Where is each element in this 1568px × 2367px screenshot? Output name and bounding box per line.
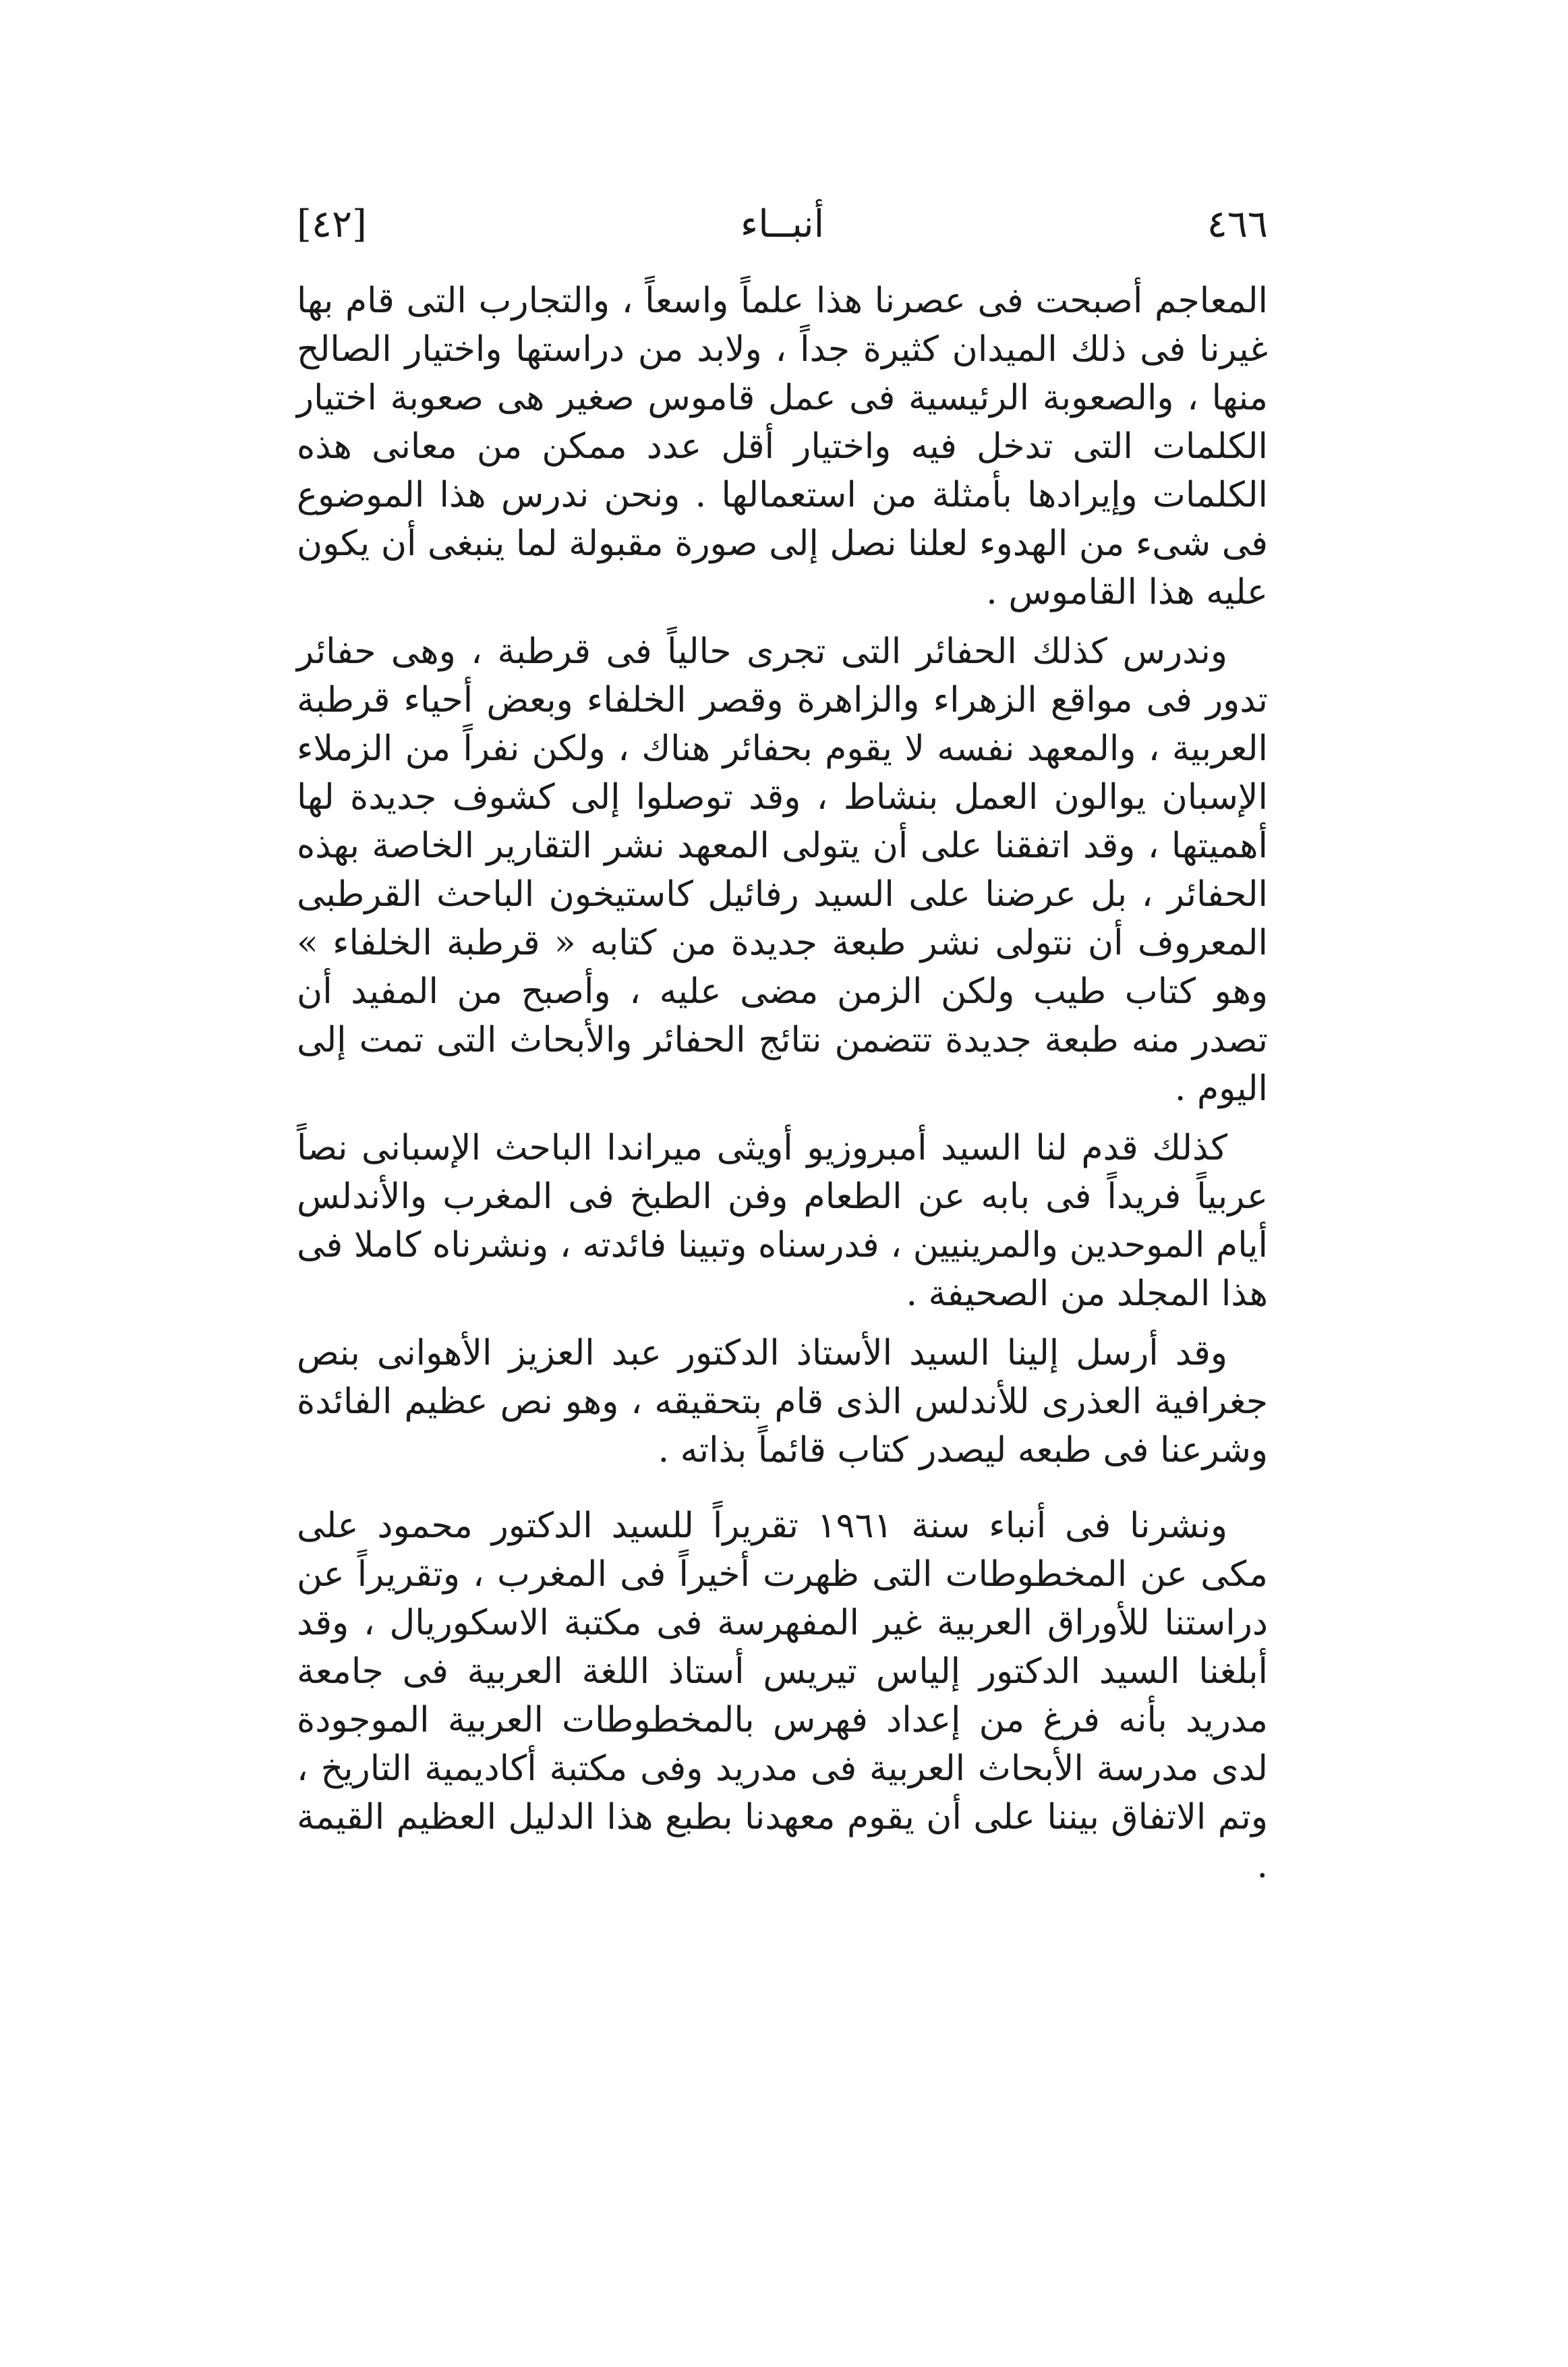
section-title: أنبــاء	[740, 202, 825, 246]
part-number: [٤٢]	[297, 202, 367, 246]
running-header	[297, 202, 1268, 263]
body-text	[297, 277, 1268, 1901]
paragraph-manuscripts-report: ونشرنا فى أنباء سنة ١٩٦١ تقريراً للسيد الدكتور محمود على مكى عن المخطوطات التى ظهرت أخيراً فى المغرب ، وتقريراً عن دراستنا للأوراق العربية غير المفهرسة فى مكتبة الاسكوريال ، وقد أبلغنا السيد الدكتور إلياس تيريس أستاذ اللغة العربية فى جامعة مدريد بأنه فرغ من إعداد فهرس بالمخطوطات العربية الموجودة لدى مدرسة الأبحاث العربية فى مدريد وفى مكتبة أكاديمية التاريخ ، وتم الاتفاق بيننا على أن يقوم معهدنا بطبع هذا الدليل العظيم القيمة .	[297, 1506, 1268, 1886]
page-number: ٤٦٦	[1207, 202, 1268, 246]
paragraph-dictionaries: المعاجم أصبحت فى عصرنا هذا علماً واسعاً ، والتجارب التى قام بها غيرنا فى ذلك الميدان كثيرة جداً ، ولابد من دراستها واختيار الصالح منها ، والصعوبة الرئيسية فى عمل قاموس صغير هى صعوبة اختيار الكلمات التى تدخل فيه واختيار أقل عدد ممكن من معانى هذه الكلمات وإيرادها بأمثلة من استعمالها . ونحن ندرس هذا الموضوع فى شىء من الهدوء لعلنا نصل إلى صورة مقبولة لما ينبغى أن يكون عليه هذا القاموس .	[297, 281, 1268, 612]
paragraph-cordoba-excavations: وندرس كذلك الحفائر التى تجرى حالياً فى قرطبة ، وهى حفائر تدور فى مواقع الزهراء والزاهرة وقصر الخلفاء وبعض أحياء قرطبة العربية ، والمعهد نفسه لا يقوم بحفائر هناك ، ولكن نفراً من الزملاء الإسبان يوالون العمل بنشاط ، وقد توصلوا إلى كشوف جديدة لها أهميتها ، وقد اتفقنا على أن يتولى المعهد نشر التقارير الخاصة بهذه الحفائر ، بل عرضنا على السيد رفائيل كاستيخون الباحث القرطبى المعروف أن نتولى نشر طبعة جديدة من كتابه « قرطبة الخلفاء » وهو كتاب طيب ولكن الزمن مضى عليه ، وأصبح من المفيد أن تصدر منه طبعة جديدة تتضمن نتائج الحفائر والأبحاث التى تمت إلى اليوم .	[297, 631, 1268, 1109]
paragraph-cookbook-text: كذلك قدم لنا السيد أمبروزيو أويثى ميراندا الباحث الإسبانى نصاً عربياً فريداً فى بابه عن الطعام وفن الطبخ فى المغرب والأندلس أيام الموحدين والمرينيين ، فدرسناه وتبينا فائدته ، ونشرناه كاملا فى هذا المجلد من الصحيفة .	[297, 1128, 1268, 1314]
paragraph-udhri-geography: وقد أرسل إلينا السيد الأستاذ الدكتور عبد العزيز الأهوانى بنص جغرافية العذرى للأندلس الذى قام بتحقيقه ، وهو نص عظيم الفائدة وشرعنا فى طبعه ليصدر كتاب قائماً بذاته .	[297, 1333, 1268, 1471]
